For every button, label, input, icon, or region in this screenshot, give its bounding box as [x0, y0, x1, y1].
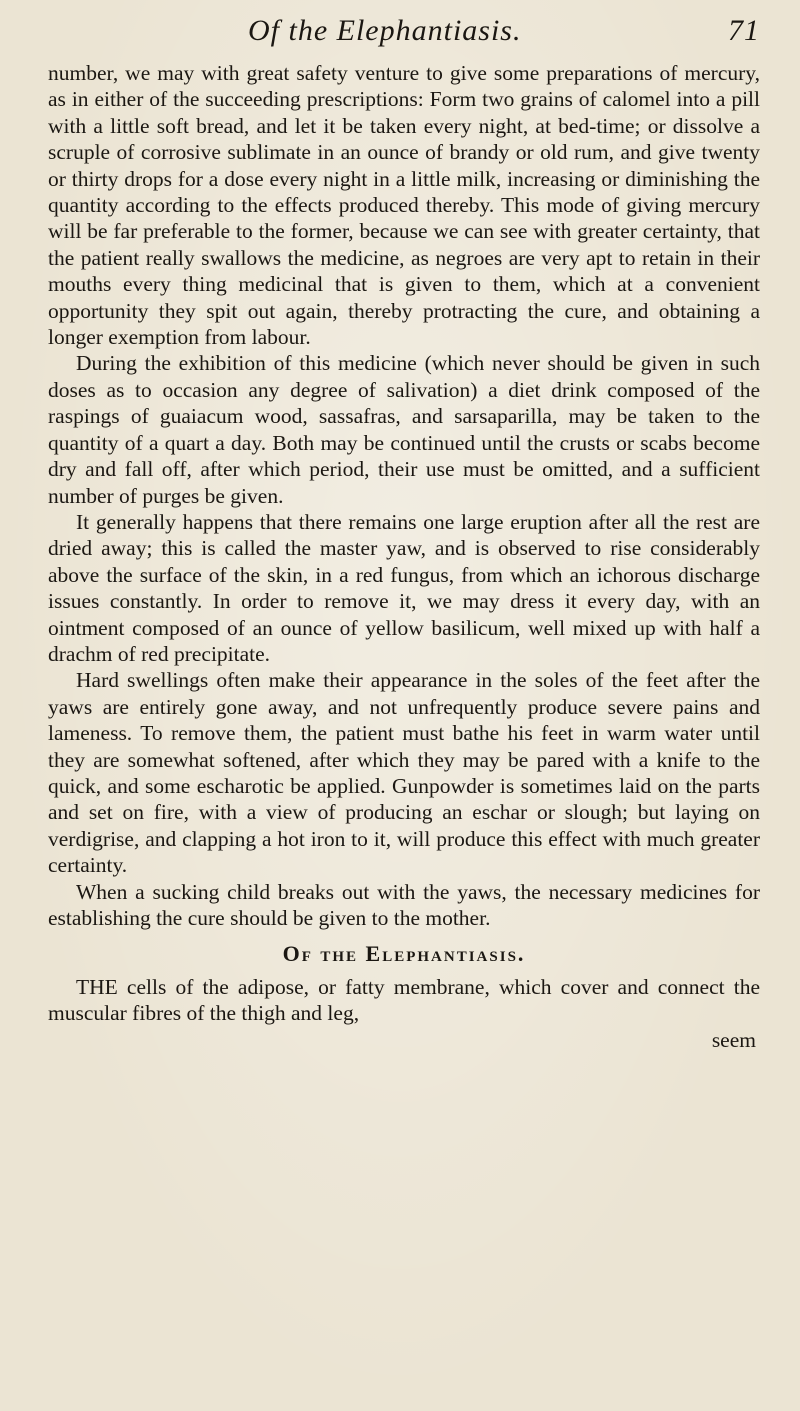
paragraph-4: Hard swellings often make their appearance in the soles of the feet after the yaws are entirely gone away, and not unfrequently produce severe pains and lameness. To remove them, the patient must bathe his feet in warm water until they are somewhat softened, after which they may be pared with a knife to the quick, and some escharotic be applied. Gunpowder is sometimes laid on the parts and set on fire, with a view of producing an eschar or slough; but laying on verdigrise, and clapping a hot iron to it, will produce this effect with much greater certainty.: [48, 668, 760, 878]
page-number: 71: [728, 14, 760, 47]
paragraph-3: It generally happens that there remains one large eruption after all the rest are dried away; this is called the master yaw, and is observed to rise considerably above the surface of the skin, in a red fungus, from which an ichorous discharge issues constantly. In order to remove it, we may dress it every day, with an ointment composed of an ounce of yellow basilicum, well mixed up with half a drachm of red precipitate.: [48, 509, 760, 666]
paragraph-1: number, we may with great safety venture to give some preparations of mercury, as in either of the succeeding prescriptions: Form two grains of calomel into a pill with a little soft bread, and let it be taken every night, at bed-time; or dissolve a scruple of corrosive sublimate in an ounce of brandy or old rum, and give twenty or thirty drops for a dose every night in a little milk, increasing or diminishing the quantity according to the effects produced thereby. This mode of giving mercury will be far preferable to the former, because we can see with greater certainty, that the patient really swallows the medicine, as negroes are very apt to retain in their mouths every thing medicinal that is given to them, which at a convenient opportunity they spit out again, thereby protracting the cure, and obtaining a longer exemption from labour.: [48, 61, 760, 350]
body-text: [48, 60, 760, 1053]
paragraph-5: When a sucking child breaks out with the yaws, the necessary medicines for establishing the cure should be given to the mother.: [48, 879, 760, 930]
section-heading: Of the Elephantiasis.: [282, 941, 526, 967]
section-paragraph: THE cells of the adipose, or fatty membrane, which cover and connect the muscular fibres of the thigh and leg,: [48, 974, 760, 1026]
catchword: seem: [711, 1027, 756, 1052]
running-head-title: Of the Elephantiasis.: [248, 14, 522, 47]
running-head: [48, 14, 760, 54]
paragraph-2: During the exhibition of this medicine (which never should be given in such doses as to occasion any degree of salivation) a diet drink composed of the raspings of guaiacum wood, sassafras, and sarsaparilla, may be taken to the quantity of a quart a day. Both may be continued until the crusts or scabs become dry and fall off, after which period, their use must be omitted, and a sufficient number of purges be given.: [48, 351, 760, 508]
